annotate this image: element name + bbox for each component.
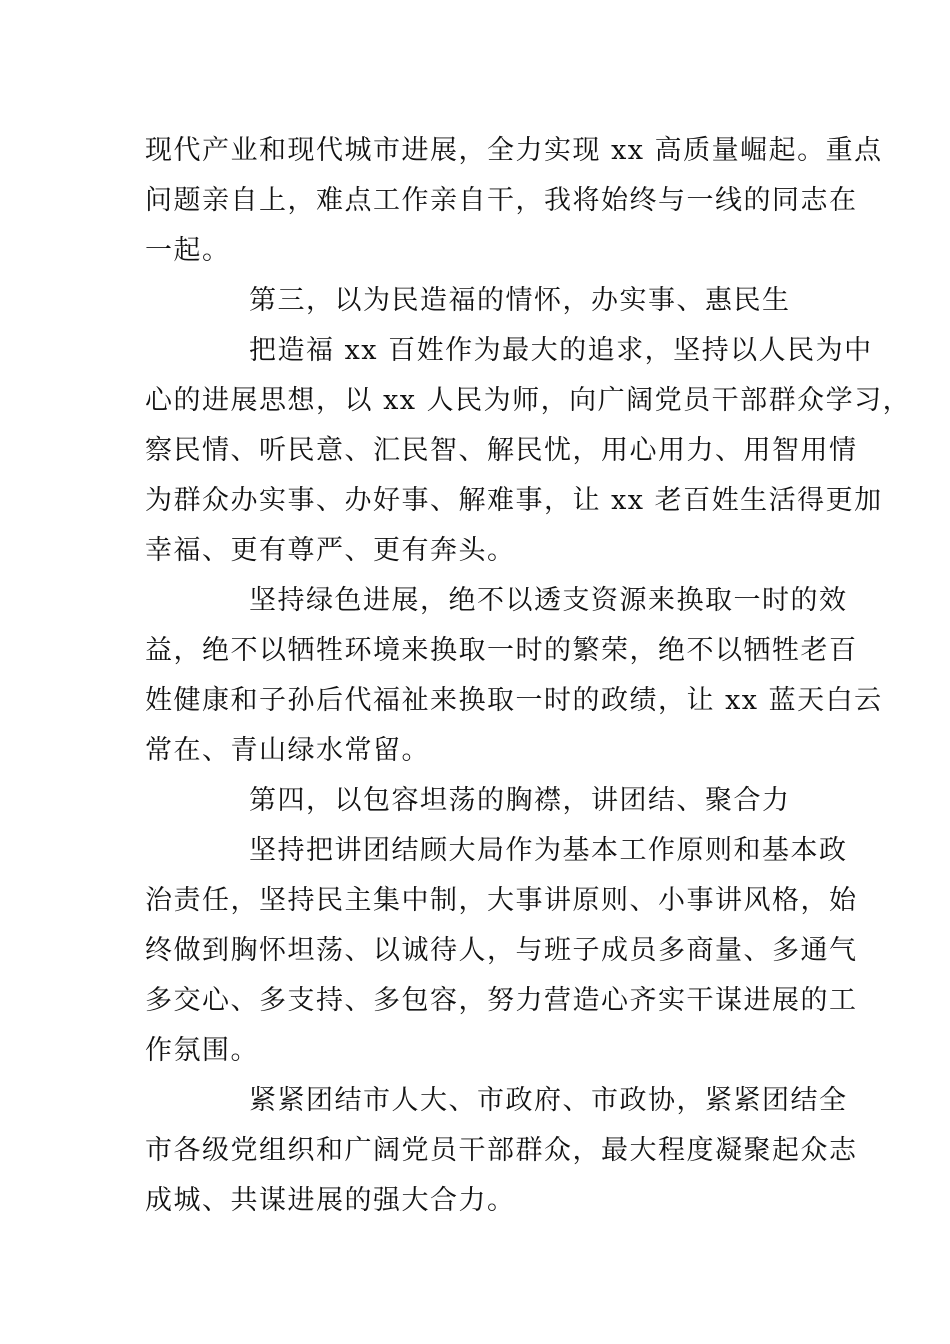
- text-line: 多交心、多支持、多包容，努力营造心齐实干谋进展的工: [145, 985, 858, 1016]
- text-line: 察民情、听民意、汇民智、解民忧，用心用力、用智用情: [145, 435, 858, 466]
- text-line: 心的进展思想，以 xx 人民为师，向广阔党员干部群众学习，: [145, 385, 912, 416]
- text-line: 作氛围。: [145, 1035, 259, 1066]
- text-line: 坚持绿色进展，绝不以透支资源来换取一时的效: [249, 585, 848, 616]
- text-line: 把造福 xx 百姓作为最大的追求，坚持以人民为中: [249, 335, 873, 366]
- text-line: 姓健康和子孙后代福祉来换取一时的政绩，让 xx 蓝天白云: [145, 685, 883, 716]
- text-line: 幸福、更有尊严、更有奔头。: [145, 535, 516, 566]
- section-heading: 第三，以为民造福的情怀，办实事、惠民生: [249, 285, 791, 316]
- document-body: [145, 126, 912, 1226]
- section-heading: 第四，以包容坦荡的胸襟，讲团结、聚合力: [249, 785, 791, 816]
- text-line: 市各级党组织和广阔党员干部群众，最大程度凝聚起众志: [145, 1135, 858, 1166]
- text-line: 为群众办实事、办好事、解难事，让 xx 老百姓生活得更加: [145, 485, 883, 516]
- text-line: 现代产业和现代城市进展，全力实现 xx 高质量崛起。重点: [145, 135, 883, 166]
- text-line: 终做到胸怀坦荡、以诚待人，与班子成员多商量、多通气: [145, 935, 858, 966]
- text-line: 问题亲自上，难点工作亲自干，我将始终与一线的同志在: [145, 185, 858, 216]
- text-line: 益，绝不以牺牲环境来换取一时的繁荣，绝不以牺牲老百: [145, 635, 858, 666]
- text-line: 一起。: [145, 235, 231, 266]
- text-line: 成城、共谋进展的强大合力。: [145, 1185, 516, 1216]
- text-line: 坚持把讲团结顾大局作为基本工作原则和基本政: [249, 835, 848, 866]
- text-line: 紧紧团结市人大、市政府、市政协，紧紧团结全: [249, 1085, 848, 1116]
- text-line: 常在、青山绿水常留。: [145, 735, 430, 766]
- text-line: 治责任，坚持民主集中制，大事讲原则、小事讲风格，始: [145, 885, 858, 916]
